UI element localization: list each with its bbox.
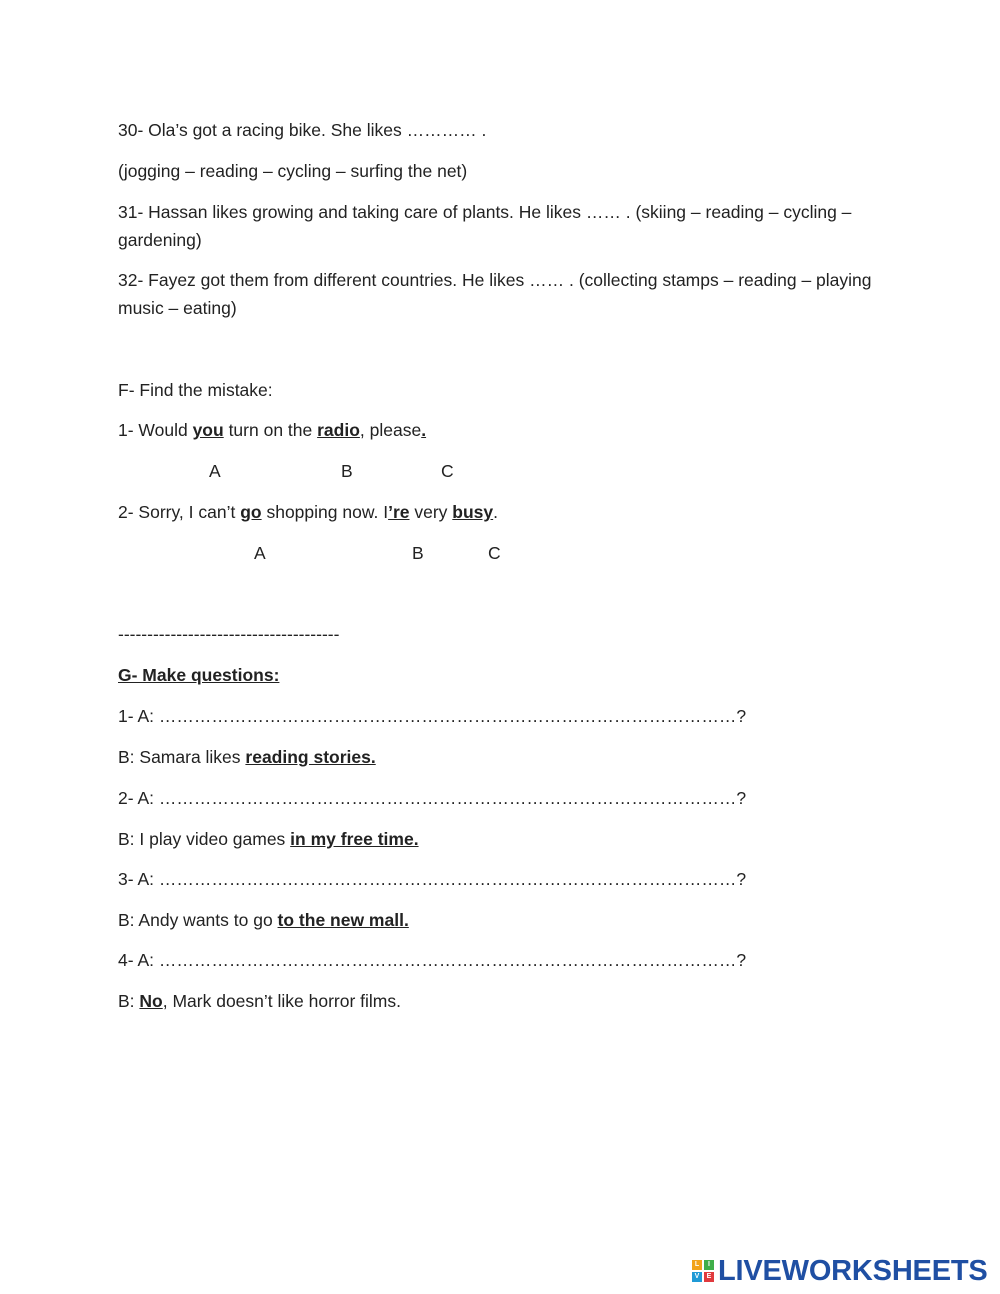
- question-31: 31- Hassan likes growing and taking care of plants. He likes …… . (skiing – reading – cycling – gardening): [118, 202, 852, 250]
- s1-part-1: 1- Would: [118, 420, 193, 440]
- answer-4: [118, 987, 401, 1015]
- s1-letter-a: A: [209, 461, 221, 481]
- s2-part-2: shopping now. I: [261, 502, 389, 522]
- s1-underlined-c: .: [421, 420, 427, 440]
- s2-part-4: .: [493, 502, 499, 522]
- s2-letter-c: C: [488, 543, 501, 563]
- answer-2-underlined: in my free time.: [290, 829, 419, 849]
- s1-underlined-b: radio: [317, 420, 360, 440]
- section-g-heading: G- Make questions:: [118, 665, 280, 685]
- live-badge-icon: [692, 1260, 714, 1282]
- badge-letter-i: I: [704, 1260, 714, 1270]
- s2-underlined-a: go: [240, 502, 262, 522]
- question-4-prompt: 4- A: ………………………………………………………………………………………?: [118, 950, 747, 970]
- brand-name: LIVEWORKSHEETS: [718, 1254, 988, 1287]
- s2-letter-a: A: [254, 543, 266, 563]
- separator-dashes: --------------------------------------: [118, 624, 340, 644]
- question-1-prompt: 1- A: ………………………………………………………………………………………?: [118, 706, 747, 726]
- answer-3-underlined: to the new mall.: [277, 910, 409, 930]
- s1-underlined-a: you: [192, 420, 224, 440]
- mistake-sentence-2: [118, 498, 498, 526]
- badge-letter-v: V: [692, 1272, 702, 1282]
- s1-letter-b: B: [341, 461, 353, 481]
- liveworksheets-logo: [692, 1253, 988, 1289]
- s2-underlined-c: busy: [452, 502, 494, 522]
- answer-3-text: B: Andy wants to go: [118, 910, 278, 930]
- answer-2-text: B: I play video games: [118, 829, 291, 849]
- answer-4-underlined: No: [139, 991, 163, 1011]
- s1-part-3: , please: [359, 420, 422, 440]
- question-30: 30- Ola’s got a racing bike. She likes ………… .: [118, 120, 487, 140]
- s2-letter-b: B: [412, 543, 424, 563]
- answer-4-prefix: B:: [118, 991, 140, 1011]
- s1-part-2: turn on the: [223, 420, 318, 440]
- answer-1: [118, 743, 376, 771]
- answer-3: [118, 906, 409, 934]
- question-3-prompt: 3- A: ………………………………………………………………………………………?: [118, 869, 747, 889]
- s2-part-3: very: [409, 502, 453, 522]
- mistake-sentence-1: [118, 416, 426, 444]
- question-30-options: (jogging – reading – cycling – surfing the net): [118, 161, 468, 181]
- question-32: 32- Fayez got them from different countries. He likes …… . (collecting stamps – reading – playing music – eating): [118, 270, 872, 318]
- answer-2: [118, 825, 419, 853]
- answer-1-underlined: reading stories.: [245, 747, 376, 767]
- section-f-heading: F- Find the mistake:: [118, 380, 273, 400]
- question-2-prompt: 2- A: ………………………………………………………………………………………?: [118, 788, 747, 808]
- s2-part-1: 2- Sorry, I can’t: [118, 502, 241, 522]
- s2-underlined-b: ’re: [388, 502, 410, 522]
- answer-4-text: , Mark doesn’t like horror films.: [162, 991, 401, 1011]
- badge-letter-l: L: [692, 1260, 702, 1270]
- s1-letter-c: C: [441, 461, 454, 481]
- answer-1-text: B: Samara likes: [118, 747, 246, 767]
- badge-letter-e: E: [704, 1272, 714, 1282]
